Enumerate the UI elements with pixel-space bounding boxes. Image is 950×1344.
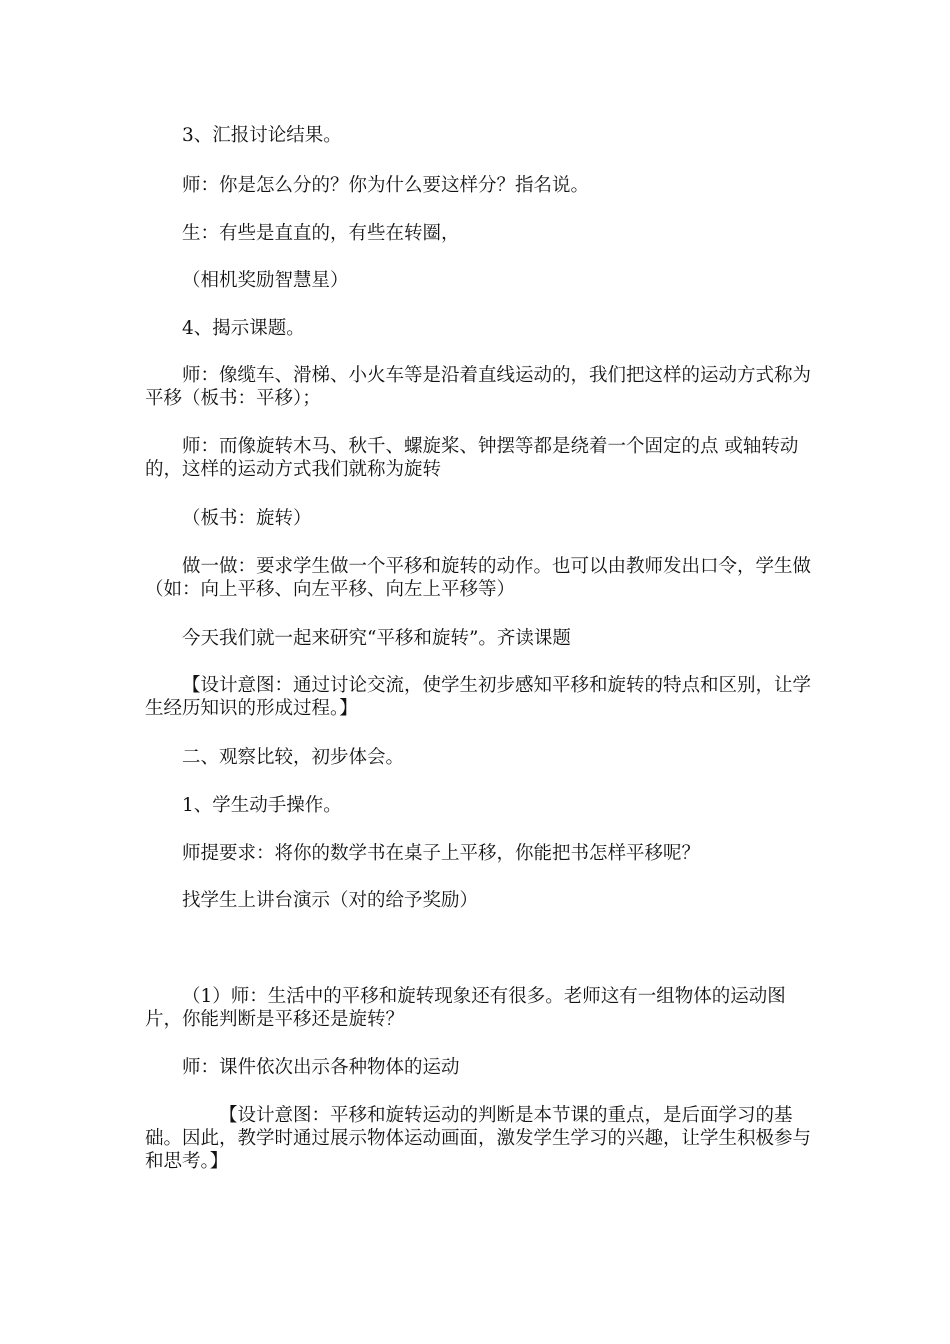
paragraph-design-intent-1: 【设计意图：通过讨论交流，使学生初步感知平移和旋转的特点和区别，让学生经历知识的形成过程。】 bbox=[145, 675, 812, 719]
paragraph-board-rotation: （板书：旋转） bbox=[182, 508, 312, 529]
paragraph-teacher-requirement: 师提要求：将你的数学书在桌子上平移，你能把书怎样平移呢？ bbox=[182, 843, 701, 864]
paragraph-section-two-heading: 二、观察比较，初步体会。 bbox=[182, 747, 405, 768]
paragraph-reveal-topic: 4、揭示课题。 bbox=[182, 318, 305, 339]
paragraph-life-examples: （1）师：生活中的平移和旋转现象还有很多。老师这有一组物体的运动图片，你能判断是平移还是旋转？ bbox=[145, 986, 786, 1030]
paragraph-student-demo: 找学生上讲台演示（对的给予奖励） bbox=[182, 890, 479, 911]
paragraph-try-it: 做一做：要求学生做一个平移和旋转的动作。也可以由教师发出口令，学生做（如：向上平移、向左平移、向左上平移等） bbox=[145, 556, 812, 600]
paragraph-design-intent-2: 【设计意图：平移和旋转运动的判断是本节课的重点，是后面学习的基础。因此，教学时通过展示物体运动画面，激发学生学习的兴趣，让学生积极参与和思考。】 bbox=[145, 1105, 812, 1172]
paragraph-report-results: 3、汇报讨论结果。 bbox=[182, 125, 342, 146]
paragraph-courseware: 师：课件依次出示各种物体的运动 bbox=[182, 1057, 460, 1078]
paragraph-translation-definition: 师：像缆车、滑梯、小火车等是沿着直线运动的，我们把这样的运动方式称为平移（板书：平移）； bbox=[145, 365, 812, 409]
paragraph-teacher-question: 师：你是怎么分的？你为什么要这样分？指名说。 bbox=[182, 175, 590, 196]
paragraph-reward-note: （相机奖励智慧星） bbox=[182, 270, 349, 291]
paragraph-rotation-definition: 师：而像旋转木马、秋千、螺旋桨、钟摆等都是绕着一个固定的点 或轴转动的，这样的运动方式我们就称为旋转 bbox=[145, 436, 799, 480]
paragraph-student-answer: 生：有些是直直的，有些在转圈， bbox=[182, 223, 460, 244]
paragraph-study-topic: 今天我们就一起来研究“平移和旋转”。齐读课题 bbox=[182, 628, 571, 649]
paragraph-hands-on: 1、学生动手操作。 bbox=[182, 795, 342, 816]
